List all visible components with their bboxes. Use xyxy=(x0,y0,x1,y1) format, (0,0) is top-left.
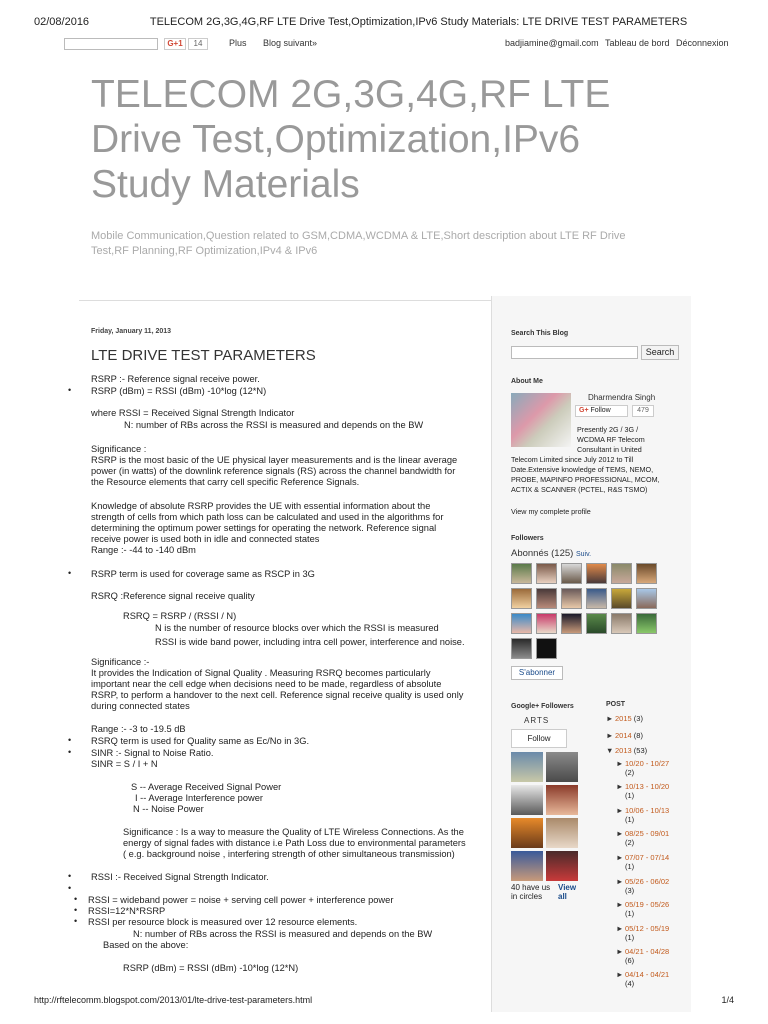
print-header xyxy=(34,16,734,28)
post-line: It provides the Indication of Signal Quality . Measuring RSRQ becomes particularly xyxy=(91,668,431,678)
about-line: Date.Extensive knowledge of TEMS, NEMO, xyxy=(511,465,654,474)
print-title: TELECOM 2G,3G,4G,RF LTE Drive Test,Optimization,IPv6 Study Materials: LTE DRIVE TEST PARAMETERS xyxy=(149,16,688,28)
gplus-follower-avatars xyxy=(511,752,578,881)
archive-count: (3) xyxy=(625,886,635,895)
archive-week-label[interactable]: 04/21 - 04/28 xyxy=(625,947,670,956)
user-email: badjiamine@gmail.com xyxy=(505,38,599,48)
followers-count xyxy=(511,548,591,559)
archive-count: (53) xyxy=(633,746,648,755)
archive-item-2013[interactable] xyxy=(606,746,647,755)
gplus-count: 14 xyxy=(188,38,208,50)
post-line: RSRQ term is used for Quality same as Ec/No in 3G. xyxy=(91,736,310,746)
post-line: RSRP, to perform a handover to the next cell. Reference signal receive quality is used only xyxy=(91,690,464,700)
follow-label: Follow xyxy=(590,407,611,414)
archive-count: (6) xyxy=(625,956,635,965)
archive-heading: POST xyxy=(606,701,626,708)
archive-week-label[interactable]: 05/12 - 05/19 xyxy=(625,924,670,933)
follower-avatar[interactable] xyxy=(636,563,657,584)
archive-year[interactable]: 2015 xyxy=(615,714,632,723)
archive-week-label[interactable]: 07/07 - 07/14 xyxy=(625,853,670,862)
archive-item-2015[interactable] xyxy=(606,714,643,723)
archive-week[interactable] xyxy=(616,970,669,988)
archive-week[interactable] xyxy=(616,877,669,895)
abonnes-label: Abonnés (125) xyxy=(511,548,574,559)
post-line: Range :- -44 to -140 dBm xyxy=(91,545,196,555)
expand-icon[interactable]: ► xyxy=(616,900,624,909)
gplus-follower-avatar[interactable] xyxy=(546,851,578,881)
next-blog-link[interactable]: Blog suivant» xyxy=(263,38,318,48)
post-line: N is the number of resource blocks over which the RSSI is measured xyxy=(155,623,439,633)
expand-icon[interactable]: ► xyxy=(606,731,614,740)
archive-week-label[interactable]: 05/26 - 06/02 xyxy=(625,877,670,886)
page-url: http://rftelecomm.blogspot.com/2013/01/lte-drive-test-parameters.html xyxy=(34,995,313,1005)
follower-avatar[interactable] xyxy=(511,563,532,584)
blog-desc-line: Test,RF Planning,RF Optimization,IPv4 & IPv6 xyxy=(91,245,318,257)
archive-count: (1) xyxy=(625,862,635,871)
post-line: RSSI :- Received Signal Strength Indicator. xyxy=(91,872,269,882)
post-line: RSSI = wideband power = noise + serving cell power + interference power xyxy=(88,895,394,905)
follower-avatar[interactable] xyxy=(611,563,632,584)
expand-icon[interactable]: ► xyxy=(616,924,624,933)
post-line: RSSI per resource block is measured over 12 resource elements. xyxy=(88,917,358,927)
post-line: Range :- -3 to -19.5 dB xyxy=(91,724,186,734)
post-line: ( e.g. background noise , interfering strength of other simultaneous transmission) xyxy=(123,849,455,859)
collapse-icon[interactable]: ▼ xyxy=(606,746,614,755)
gplus-follower-avatar[interactable] xyxy=(511,785,543,815)
archive-week-label[interactable]: 05/19 - 05/26 xyxy=(625,900,670,909)
bullet-icon: • xyxy=(74,905,78,915)
bullet-icon: • xyxy=(74,894,78,904)
page-number: 1/4 xyxy=(721,995,734,1005)
follower-avatar[interactable] xyxy=(511,588,532,609)
archive-count: (4) xyxy=(625,979,635,988)
follower-avatar[interactable] xyxy=(536,588,557,609)
post-line: N: number of RBs across the RSSI is measured and depends on the BW xyxy=(133,929,433,939)
about-line: Presently 2G / 3G / xyxy=(577,425,639,434)
archive-week[interactable] xyxy=(616,806,669,824)
post-line: important near the cell edge when decisions need to be made, regardless of absolute xyxy=(91,679,442,689)
post-line: energy of signal fades with distance i.e Path Loss due to environmental parameters xyxy=(123,838,466,848)
follow-count: 479 xyxy=(632,405,654,417)
follower-avatar[interactable] xyxy=(586,613,607,634)
post-title[interactable]: LTE DRIVE TEST PARAMETERS xyxy=(91,347,316,364)
bullet-icon: • xyxy=(68,735,72,745)
follower-avatar[interactable] xyxy=(536,613,557,634)
blog-desc-line: Mobile Communication,Question related to GSM,CDMA,WCDMA & LTE,Short description about LTE RF Drive xyxy=(91,230,626,242)
post-line: SINR :- Signal to Noise Ratio. xyxy=(91,748,214,758)
archive-week[interactable] xyxy=(616,900,669,918)
post-line: during connected states xyxy=(91,701,190,711)
blog-title-line: Drive Test,Optimization,IPv6 xyxy=(91,118,581,161)
about-heading: About Me xyxy=(511,378,543,385)
blog-description xyxy=(91,229,651,259)
follower-avatar[interactable] xyxy=(611,613,632,634)
archive-week-label[interactable]: 10/06 - 10/13 xyxy=(625,806,670,815)
subscribe-button[interactable]: S'abonner xyxy=(511,666,563,680)
post-line: receive power is used both in idle and connected states xyxy=(91,534,320,544)
circles-text: 40 have us in circles xyxy=(511,883,551,901)
circles-info xyxy=(511,883,577,901)
gplus-icon: G+ xyxy=(579,407,589,414)
expand-icon[interactable]: ► xyxy=(616,947,624,956)
gplus-follower-avatar[interactable] xyxy=(511,818,543,848)
gplus-followers-heading: Google+ Followers xyxy=(511,703,574,710)
post-line: determining the optimum power settings for operating the network. Reference signal xyxy=(91,523,437,533)
bullet-icon: • xyxy=(74,916,78,926)
post-line: RSSI is wide band power, including intra cell power, interference and noise. xyxy=(155,637,465,647)
follower-avatar[interactable] xyxy=(561,563,582,584)
gplus-followers-follow-button[interactable]: Follow xyxy=(511,729,567,748)
follower-avatar[interactable] xyxy=(511,638,532,659)
expand-icon[interactable]: ► xyxy=(616,877,624,886)
archive-week-label[interactable]: 08/25 - 09/01 xyxy=(625,829,670,838)
post-line: I -- Average Interference power xyxy=(135,793,263,803)
follower-avatar[interactable] xyxy=(636,588,657,609)
expand-icon[interactable]: ► xyxy=(616,853,624,862)
gplus-button[interactable]: G+1 xyxy=(164,38,186,50)
expand-icon[interactable]: ► xyxy=(616,759,624,768)
search-button[interactable]: Search xyxy=(641,345,679,360)
post-line: power (in watts) of the downlink reference signals (RS) across the channel bandwidth for xyxy=(91,466,456,476)
archive-week-label[interactable]: 10/13 - 10/20 xyxy=(625,782,670,791)
blogger-navbar xyxy=(0,36,768,52)
post-line: RSRP term is used for coverage same as RSCP in 3G xyxy=(91,569,315,579)
follower-avatar[interactable] xyxy=(561,588,582,609)
print-date: 02/08/2016 xyxy=(34,16,90,28)
expand-icon[interactable]: ► xyxy=(606,714,614,723)
gplus-follow-button[interactable] xyxy=(575,405,628,417)
follower-avatar[interactable] xyxy=(611,588,632,609)
archive-count: (1) xyxy=(625,791,635,800)
follower-avatar[interactable] xyxy=(536,563,557,584)
search-input[interactable] xyxy=(511,346,638,359)
follower-avatar[interactable] xyxy=(586,563,607,584)
archive-count: (1) xyxy=(625,933,635,942)
archive-count: (3) xyxy=(633,714,643,723)
about-line: Telecom Limited since July 2012 to Till xyxy=(511,455,634,464)
gplus-follower-avatar[interactable] xyxy=(511,752,543,782)
blog-title[interactable] xyxy=(91,72,651,207)
post-line: Significance : Is a way to measure the Quality of LTE Wireless Connections. As the xyxy=(123,827,464,837)
archive-week[interactable] xyxy=(616,947,669,965)
about-text xyxy=(511,425,681,495)
post-line: RSSI=12*N*RSRP xyxy=(88,906,166,916)
archive-week[interactable] xyxy=(616,782,669,800)
archive-count: (8) xyxy=(633,731,643,740)
follower-avatar[interactable] xyxy=(586,588,607,609)
archive-count: (1) xyxy=(625,815,635,824)
about-line: WCDMA RF Telecom xyxy=(577,435,645,444)
archive-week-label[interactable]: 04/14 - 04/21 xyxy=(625,970,670,979)
blog-title-line: Study Materials xyxy=(91,163,360,206)
archive-week[interactable] xyxy=(616,853,669,871)
post-line: strength of cells from which path loss can be calculated and used in the algorithms for xyxy=(91,512,444,522)
post-line: RSRP (dBm) = RSSI (dBm) -10*log (12*N) xyxy=(91,386,267,396)
archive-week-label[interactable]: 10/20 - 10/27 xyxy=(625,759,670,768)
post-line: the Resource elements that carry cell specific Reference Signals. xyxy=(91,477,360,487)
about-line: Consultant in United xyxy=(577,445,642,454)
expand-icon[interactable]: ► xyxy=(616,829,624,838)
gplus-page-name: ARTS xyxy=(524,716,550,725)
bullet-icon: • xyxy=(68,871,72,881)
expand-icon[interactable]: ► xyxy=(616,782,624,791)
print-footer xyxy=(34,995,734,1005)
bullet-icon: • xyxy=(68,385,72,395)
logout-link[interactable]: Déconnexion xyxy=(676,38,729,48)
post-line: RSRQ = RSRP / (RSSI / N) xyxy=(123,611,237,621)
post-line: SINR = S / I + N xyxy=(91,759,158,769)
post-line: Based on the above: xyxy=(103,940,189,950)
archive-year[interactable]: 2014 xyxy=(615,731,632,740)
post-line: N -- Noise Power xyxy=(133,804,204,814)
next-followers-link[interactable]: Suiv. xyxy=(575,551,592,558)
post-line: Knowledge of absolute RSRP provides the UE with essential information about the xyxy=(91,501,431,511)
archive-item-2014[interactable] xyxy=(606,731,643,740)
post-line: RSRP (dBm) = RSSI (dBm) -10*log (12*N) xyxy=(123,963,299,973)
bullet-icon: • xyxy=(68,747,72,757)
archive-week[interactable] xyxy=(616,759,669,777)
archive-count: (2) xyxy=(625,838,635,847)
view-all-link[interactable]: View all xyxy=(558,883,577,901)
post-line: Significance :- xyxy=(91,657,150,667)
follower-avatars xyxy=(511,563,661,659)
expand-icon[interactable]: ► xyxy=(616,806,624,815)
expand-icon[interactable]: ► xyxy=(616,970,624,979)
more-link[interactable]: Plus xyxy=(229,38,247,48)
post-line: RSRQ :Reference signal receive quality xyxy=(91,591,255,601)
about-line: PROBE, MAPINFO PROFESSIONAL, MCOM, xyxy=(511,475,660,484)
about-line: ACTIX & SCANNER (PCTEL, R&S TSMO) xyxy=(511,485,648,494)
follower-avatar[interactable] xyxy=(636,613,657,634)
gplus-follower-avatar[interactable] xyxy=(546,785,578,815)
navbar-search-input[interactable] xyxy=(64,38,158,50)
follower-avatar[interactable] xyxy=(511,613,532,634)
archive-count: (1) xyxy=(625,909,635,918)
follower-avatar[interactable] xyxy=(561,613,582,634)
gplus-follower-avatar[interactable] xyxy=(546,818,578,848)
gplus-follower-avatar[interactable] xyxy=(546,752,578,782)
blog-title-line: TELECOM 2G,3G,4G,RF LTE xyxy=(91,73,611,116)
bullet-icon: • xyxy=(68,568,72,578)
followers-heading: Followers xyxy=(511,535,544,542)
follower-avatar[interactable] xyxy=(536,638,557,659)
search-heading: Search This Blog xyxy=(511,330,569,337)
post-line: RSRP is the most basic of the UE physical layer measurements and is the linear average xyxy=(91,455,458,465)
post-date: Friday, January 11, 2013 xyxy=(91,328,172,335)
post-line: S -- Average Received Signal Power xyxy=(131,782,282,792)
dashboard-link[interactable]: Tableau de bord xyxy=(605,38,670,48)
profile-name[interactable]: Dharmendra Singh xyxy=(588,393,656,402)
post-line: RSRP :- Reference signal receive power. xyxy=(91,374,260,384)
archive-year[interactable]: 2013 xyxy=(615,746,632,755)
archive-week[interactable] xyxy=(616,924,669,942)
view-profile-link[interactable]: View my complete profile xyxy=(511,507,591,516)
post-line: N: number of RBs across the RSSI is measured and depends on the BW xyxy=(124,420,424,430)
bullet-icon: • xyxy=(68,883,72,893)
post-line: where RSSI = Received Signal Strength Indicator xyxy=(91,408,295,418)
archive-count: (2) xyxy=(625,768,635,777)
archive-week[interactable] xyxy=(616,829,669,847)
gplus-follower-avatar[interactable] xyxy=(511,851,543,881)
post-line: Significance : xyxy=(91,444,147,454)
